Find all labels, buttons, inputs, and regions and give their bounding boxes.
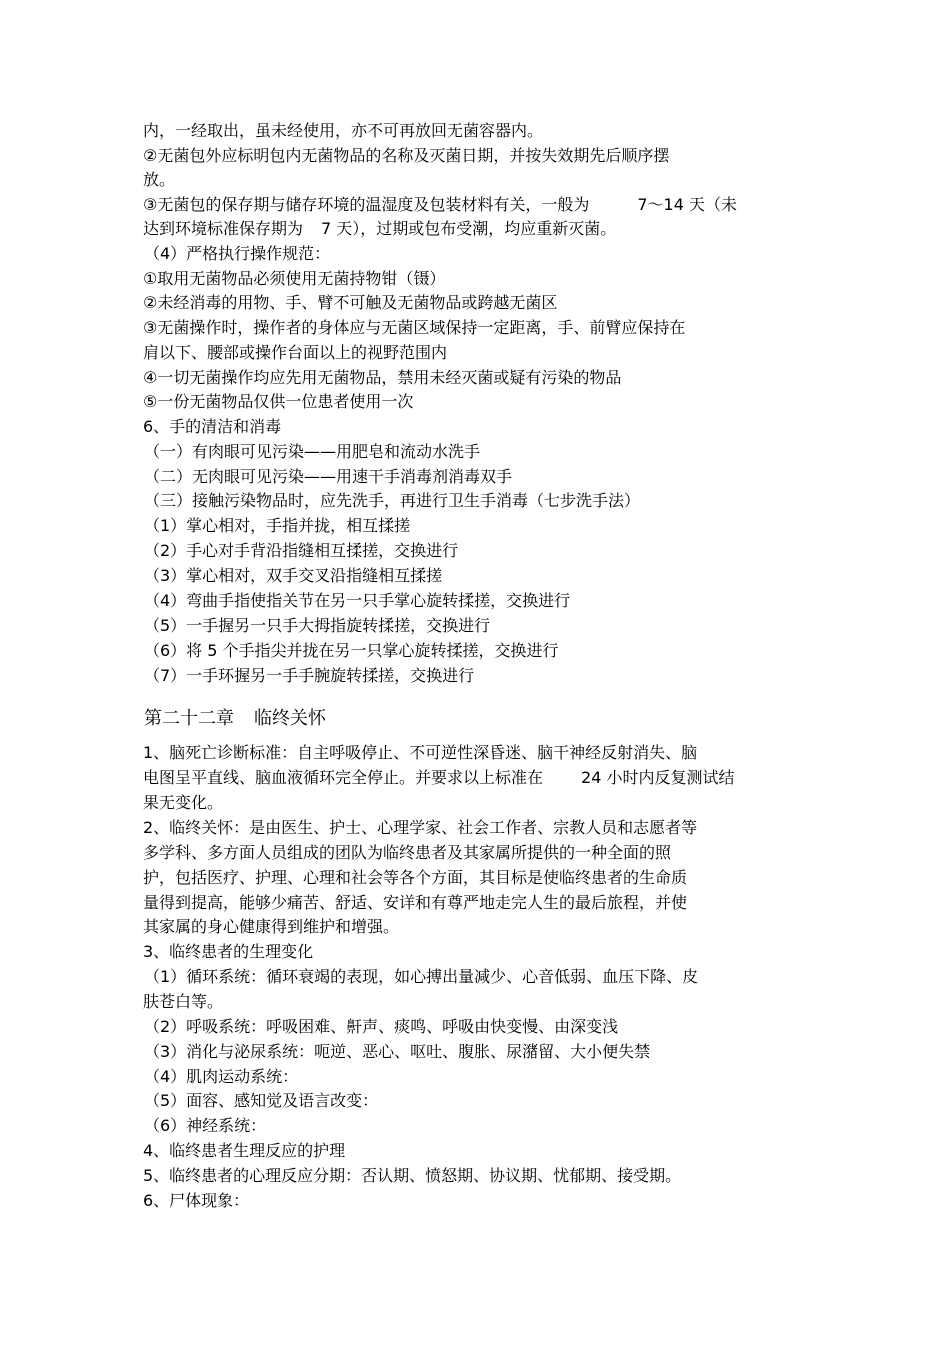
list-item: （6）将 5 个手指尖并拢在另一只掌心旋转揉搓，交换进行 [144, 641, 559, 660]
text-line: ⑤一份无菌物品仅供一位患者使用一次 [143, 392, 414, 411]
text-span: ③无菌包的保存期与储存环境的温湿度及包装材料有关，一般为 [143, 195, 590, 214]
list-item: （1）循环系统：循环衰竭的表现，如心搏出量减少、心音低弱、血压下降、皮 [144, 967, 699, 986]
section-title: 3、临终患者的生理变化 [143, 942, 314, 961]
text-line: ①取用无菌物品必须使用无菌持物钳（镊） [143, 269, 446, 288]
text-line: ④一切无菌操作均应先用无菌物品，禁用未经灭菌或疑有污染的物品 [143, 368, 622, 387]
section-title: 6、尸体现象： [143, 1191, 250, 1210]
text-line: 肩以下、腰部或操作台面以上的视野范围内 [143, 343, 448, 362]
text-line: 其家属的身心健康得到维护和增强。 [143, 917, 400, 936]
text-line: 护，包括医疗、护理、心理和社会等各个方面，其目标是使临终患者的生命质 [143, 868, 688, 887]
text-line: 1、脑死亡诊断标准：自主呼吸停止、不可逆性深昏迷、脑干神经反射消失、脑 [143, 743, 698, 762]
list-item: （2）手心对手背沿指缝相互揉搓，交换进行 [144, 541, 459, 560]
list-item: （4）弯曲手指使指关节在另一只手掌心旋转揉搓，交换进行 [144, 591, 571, 610]
section-title: 5、临终患者的心理反应分期：否认期、愤怒期、协议期、忧郁期、接受期。 [143, 1166, 682, 1185]
section-title: 4、临终患者生理反应的护理 [143, 1141, 346, 1160]
text-line: ②未经消毒的用物、手、臂不可触及无菌物品或跨越无菌区 [143, 293, 558, 312]
list-item: （1）掌心相对，手指并拢，相互揉搓 [144, 516, 411, 535]
chapter-name: 临终关怀 [254, 708, 326, 729]
section-title: 6、手的清洁和消毒 [143, 417, 282, 436]
list-item: （二）无肉眼可见污染——用速干手消毒剂消毒双手 [144, 467, 513, 486]
text-line: 量得到提高，能够少痛苦、舒适、安详和有尊严地走完人生的最后旅程，并使 [143, 893, 688, 912]
text-line: 果无变化。 [143, 793, 224, 812]
list-item: （3）消化与泌尿系统：呃逆、恶心、呕吐、腹胀、尿潴留、大小便失禁 [144, 1042, 651, 1061]
text-line: 2、临终关怀：是由医生、护士、心理学家、社会工作者、宗教人员和志愿者等 [143, 818, 698, 837]
list-item: （4）肌肉运动系统： [144, 1067, 299, 1086]
text-line [143, 768, 734, 788]
list-item: 肤苍白等。 [143, 992, 224, 1011]
text-line: 多学科、多方面人员组成的团队为临终患者及其家属所提供的一种全面的照 [143, 843, 672, 862]
text-line [143, 219, 616, 239]
text-line: 内，一经取出，虽未经使用，亦不可再放回无菌容器内。 [143, 121, 544, 140]
list-item: （2）呼吸系统：呼吸困难、鼾声、痰鸣、呼吸由快变慢、由深变浅 [144, 1017, 619, 1036]
text-line: ③无菌操作时，操作者的身体应与无菌区域保持一定距离，手、前臂应保持在 [143, 318, 686, 337]
list-item: （5）面容、感知觉及语言改变： [144, 1091, 379, 1110]
list-item: （5）一手握另一只手大拇指旋转揉搓，交换进行 [144, 616, 491, 635]
list-item: （一）有肉眼可见污染——用肥皂和流动水洗手 [144, 442, 481, 461]
text-line: （4）严格执行操作规范： [144, 244, 331, 263]
text-span: 7 天），过期或包布受潮，均应重新灭菌。 [321, 219, 617, 238]
text-span: 7～14 天（未 [637, 195, 737, 214]
text-line [143, 195, 737, 215]
chapter-number: 第二十二章 [144, 708, 234, 729]
text-span: 达到环境标准保存期为 [143, 219, 304, 238]
text-span: 24 小时内反复测试结 [581, 768, 735, 787]
chapter-heading [144, 707, 326, 731]
text-line: 放。 [143, 170, 176, 189]
list-item: （3）掌心相对，双手交叉沿指缝相互揉搓 [144, 566, 443, 585]
list-item: （三）接触污染物品时，应先洗手，再进行卫生手消毒（七步洗手法） [144, 491, 641, 510]
text-span: 电图呈平直线、脑血液循环完全停止。并要求以上标准在 [143, 768, 544, 787]
list-item: （6）神经系统： [144, 1116, 267, 1135]
text-line: ②无菌包外应标明包内无菌物品的名称及灭菌日期，并按失效期先后顺序摆 [143, 146, 670, 165]
list-item: （7）一手环握另一手手腕旋转揉搓，交换进行 [144, 666, 475, 685]
